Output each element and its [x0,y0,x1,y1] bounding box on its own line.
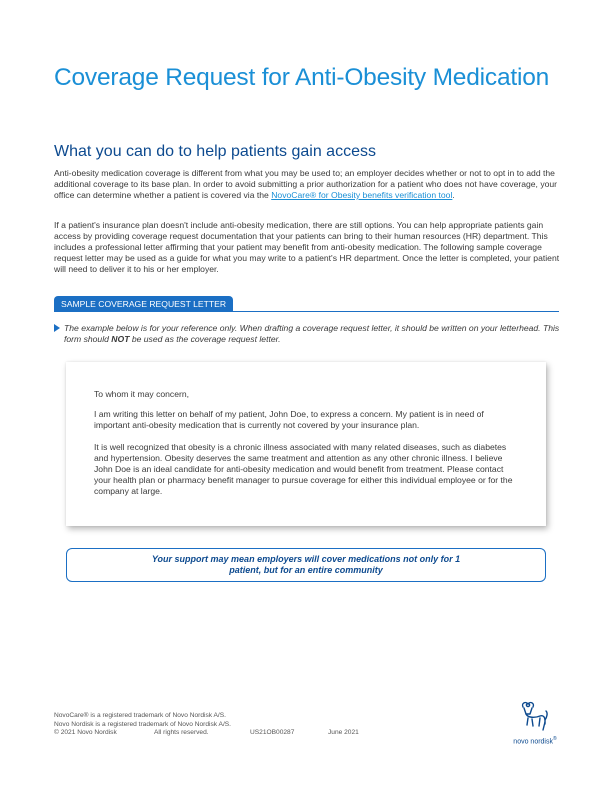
support-callout [66,548,546,582]
trademark-line-2: Novo Nordisk is a registered trademark of Novo Nordisk A/S. [54,720,232,728]
intro-paragraph [54,168,560,201]
options-paragraph: If a patient's insurance plan doesn't include anti-obesity medication, there are still options. You can help appropriate patients gain access by providing coverage request documentation that your patients can bring to their human resources (HR) department. This includes a professional letter affirming that your patient may benefit from anti-obesity medication. The following sample coverage request letter may be used as a guide for what you may write to a patient's HR department. Once the letter is completed, your patient will need to deliver it to his or her employer. [54,220,560,274]
note-text-after: be used as the coverage request letter. [129,334,281,344]
reference-note [54,323,560,345]
logo-registered-mark: ® [553,736,557,742]
intro-paragraph-text: Anti-obesity medication coverage is different from what you may be used to; an employer decides whether or not to opt in to add the additional coverage to its base plan. In order to avoid submitting a prior authorization for a patient who does not have coverage, your office can determine whether a patient is covered via the [54,168,558,200]
footer [54,712,374,738]
section-heading: What you can do to help patients gain access [54,143,376,160]
intro-paragraph-end: . [452,190,455,200]
document-date: June 2021 [328,729,359,736]
note-bold-word: NOT [111,334,130,344]
letter-salutation: To whom it may concern, [94,389,190,399]
letter-paragraph-1: I am writing this letter on behalf of my patient, John Doe, to express a concern. My patient is in need of important anti-obesity medication that is currently not covered by your insurance plan. [94,409,484,430]
logo-wordmark [507,736,563,745]
reference-note-text [54,323,560,345]
sample-letter-tab: SAMPLE COVERAGE REQUEST LETTER [54,296,233,312]
page-title: Coverage Request for Anti-Obesity Medication [54,64,550,91]
benefits-verification-link[interactable]: NovoCare® for Obesity benefits verification tool [271,190,453,200]
section-divider [54,311,559,312]
letter-paragraph-2: It is well recognized that obesity is a chronic illness associated with many related diseases, such as diabetes and hypertension. Obesity deserves the same treatment and attention as any other chronic illness. I believe John Doe is an ideal candidate for anti-obesity medication and would benefit from treatment. Please contact your health plan or pharmacy benefit manager to pursue coverage for either this individual employee or for the company at large. [94,442,513,496]
sample-letter-card [66,362,546,526]
logo-text: novo nordisk [513,738,553,746]
trademark-line-1: NovoCare® is a registered trademark of Novo Nordisk A/S. [54,712,226,719]
callout-text: Your support may mean employers will cover medications not only for 1 patient, but for an entire community [151,554,461,575]
copyright-text: © 2021 Novo Nordisk [54,729,117,736]
footer-meta-row [54,729,374,738]
note-text-before: The example below is for your reference only. When drafting a coverage request letter, it should be written on your letterhead. This form should [64,323,560,344]
novo-nordisk-logo [507,700,563,750]
triangle-bullet-icon [54,324,60,332]
document-code: US21OB00287 [250,729,295,736]
apis-bull-icon [507,700,563,736]
rights-text: All rights reserved. [154,729,209,736]
